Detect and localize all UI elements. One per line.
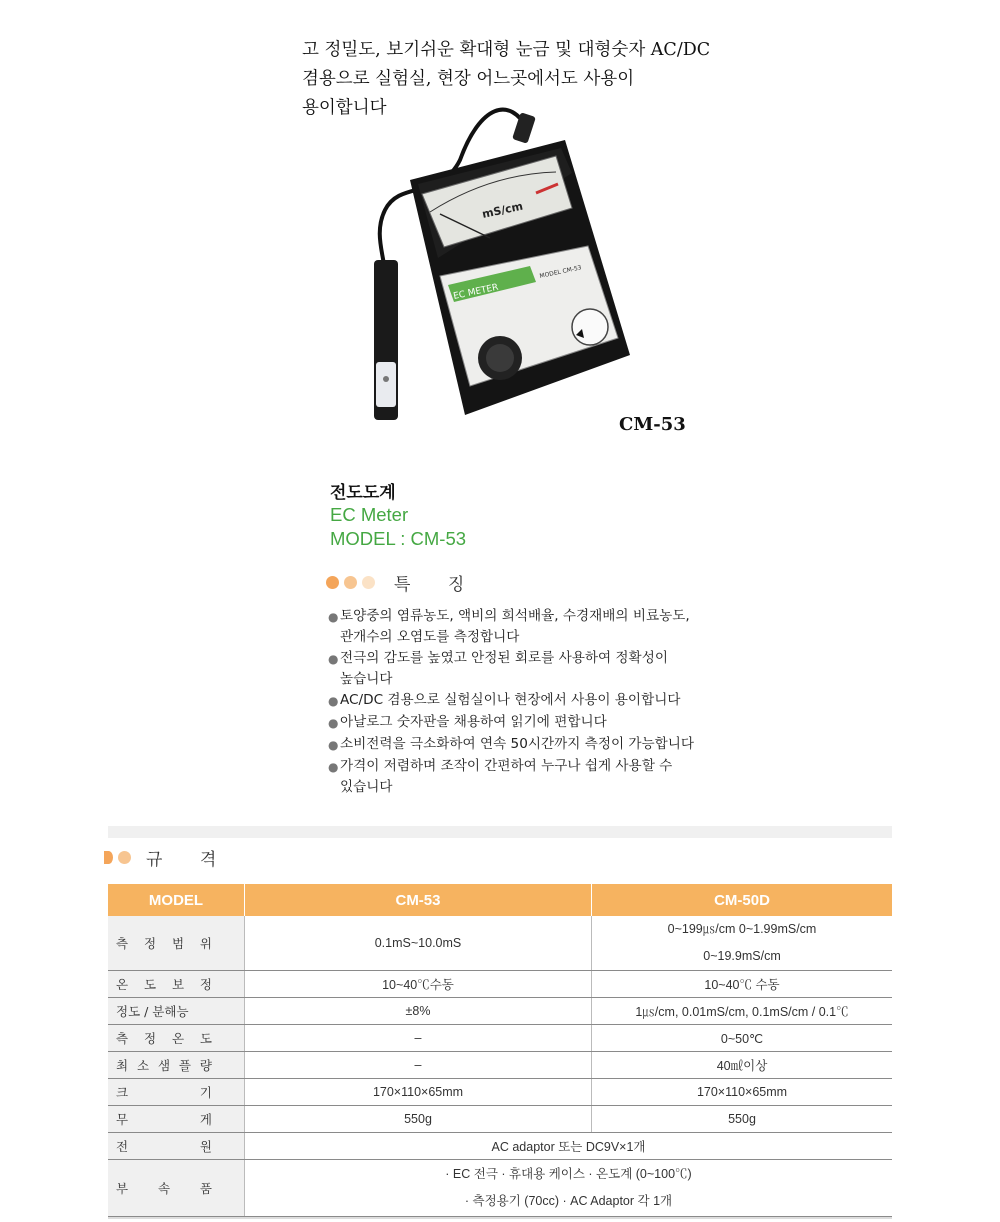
cell: 0~199㎲/cm 0~1.99mS/cm 0~19.9mS/cm xyxy=(592,916,893,971)
spaced-label: 크 기 xyxy=(116,1085,212,1100)
feature-item: ● 가격이 저렴하며 조작이 간편하여 누구나 쉽게 사용할 수 있습니다 xyxy=(328,756,728,798)
table-row xyxy=(108,1106,892,1133)
table-row xyxy=(108,1025,892,1052)
row-label xyxy=(108,1079,245,1106)
row-label xyxy=(108,1106,245,1133)
table-row xyxy=(108,1160,892,1217)
cell: 0~50℃ xyxy=(592,1025,893,1052)
bullet-icon: ● xyxy=(328,694,339,708)
intro-line: 겸용으로 실험실, 현장 어느곳에서도 사용이 xyxy=(302,69,635,89)
cell: 1㎲/cm, 0.01mS/cm, 0.1mS/cm / 0.1℃ xyxy=(592,998,893,1025)
specs-title: 규 격 xyxy=(146,850,233,870)
column-header: MODEL xyxy=(108,884,245,916)
scale-unit: mS/cm xyxy=(480,199,525,221)
table-row xyxy=(108,916,892,971)
product-model: MODEL : CM-53 xyxy=(330,528,467,549)
features-list xyxy=(328,606,728,798)
product-photo xyxy=(360,100,650,425)
table-row xyxy=(108,1079,892,1106)
table-header-row xyxy=(108,884,892,916)
table-row xyxy=(108,998,892,1025)
feature-item: ● 소비전력을 극소화하여 연속 50시간까지 측정이 가능합니다 xyxy=(328,734,728,756)
cell: 0.1mS~10.0mS xyxy=(245,916,592,971)
table-row xyxy=(108,1052,892,1079)
cell: – xyxy=(245,1025,592,1052)
bullet-icon: ● xyxy=(328,738,339,752)
row-label xyxy=(108,1025,245,1052)
cell: 550g xyxy=(245,1106,592,1133)
features-heading xyxy=(326,570,480,595)
bottom-divider xyxy=(108,1217,892,1219)
table-row xyxy=(108,971,892,998)
feature-item: ● 전극의 감도를 높였고 안정된 회로를 사용하여 정확성이 높습니다 xyxy=(328,648,728,690)
panel-label: EC METER xyxy=(452,282,500,302)
spaced-label: 무 게 xyxy=(116,1112,212,1127)
cell: ±8% xyxy=(245,998,592,1025)
heading-dot-icon xyxy=(118,851,131,864)
heading-dot-icon xyxy=(362,576,375,589)
bullet-icon: ● xyxy=(328,610,339,624)
spaced-label: 부 속 품 xyxy=(116,1181,212,1196)
heading-dot-icon xyxy=(104,851,113,864)
spaced-label: 측 정 온 도 xyxy=(116,1031,212,1046)
cell: 550g xyxy=(592,1106,893,1133)
specs-heading xyxy=(104,845,232,870)
cell: 10~40℃ 수동 xyxy=(592,971,893,998)
spaced-label: 최 소 샘 플 량 xyxy=(116,1058,212,1073)
cell: 40㎖이상 xyxy=(592,1052,893,1079)
intro-line: 고 정밀도, 보기쉬운 확대형 눈금 및 대형숫자 AC/DC xyxy=(302,40,711,60)
heading-dot-icon xyxy=(344,576,357,589)
table-row xyxy=(108,1133,892,1160)
spec-table xyxy=(108,884,892,1217)
cell: AC adaptor 또는 DC9V×1개 xyxy=(245,1133,893,1160)
section-divider xyxy=(108,826,892,838)
bullet-icon: ● xyxy=(328,716,339,730)
photo-caption: CM-53 xyxy=(619,414,686,435)
column-header: CM-50D xyxy=(592,884,893,916)
feature-item: ● 토양중의 염류농도, 액비의 희석배율, 수경재배의 비료농도, 관개수의 오염도를 측정합니다 xyxy=(328,606,728,648)
cell: 170×110×65mm xyxy=(245,1079,592,1106)
features-title: 특 징 xyxy=(394,575,481,595)
bullet-icon: ● xyxy=(328,760,339,774)
row-label: 정도 / 분해능 xyxy=(108,998,245,1025)
cell: 170×110×65mm xyxy=(592,1079,893,1106)
cell: · EC 전극 · 휴대용 케이스 · 온도계 (0~100℃) · 측정용기 (70cc) · AC Adaptor 각 1개 xyxy=(245,1160,893,1217)
cell: 10~40℃수동 xyxy=(245,971,592,998)
spaced-label: 전 원 xyxy=(116,1139,212,1154)
heading-dot-icon xyxy=(326,576,339,589)
spaced-label: 측 정 범 위 xyxy=(116,936,212,951)
feature-item: ● AC/DC 겸용으로 실험실이나 현장에서 사용이 용이합니다 xyxy=(328,690,728,712)
bullet-icon: ● xyxy=(328,652,339,666)
product-name-en: EC Meter xyxy=(330,504,409,525)
spaced-label: 온 도 보 정 xyxy=(116,977,212,992)
panel-model: MODEL CM-53 xyxy=(538,264,583,280)
column-header: CM-53 xyxy=(245,884,592,916)
feature-item: ● 아날로그 숫자판을 채용하여 읽기에 편합니다 xyxy=(328,712,728,734)
row-label xyxy=(108,1160,245,1217)
product-name-kr: 전도도계 xyxy=(330,483,396,503)
cell: – xyxy=(245,1052,592,1079)
row-label xyxy=(108,916,245,971)
row-label xyxy=(108,1133,245,1160)
row-label xyxy=(108,971,245,998)
intro-line: 용이합니다 xyxy=(302,98,387,118)
row-label xyxy=(108,1052,245,1079)
